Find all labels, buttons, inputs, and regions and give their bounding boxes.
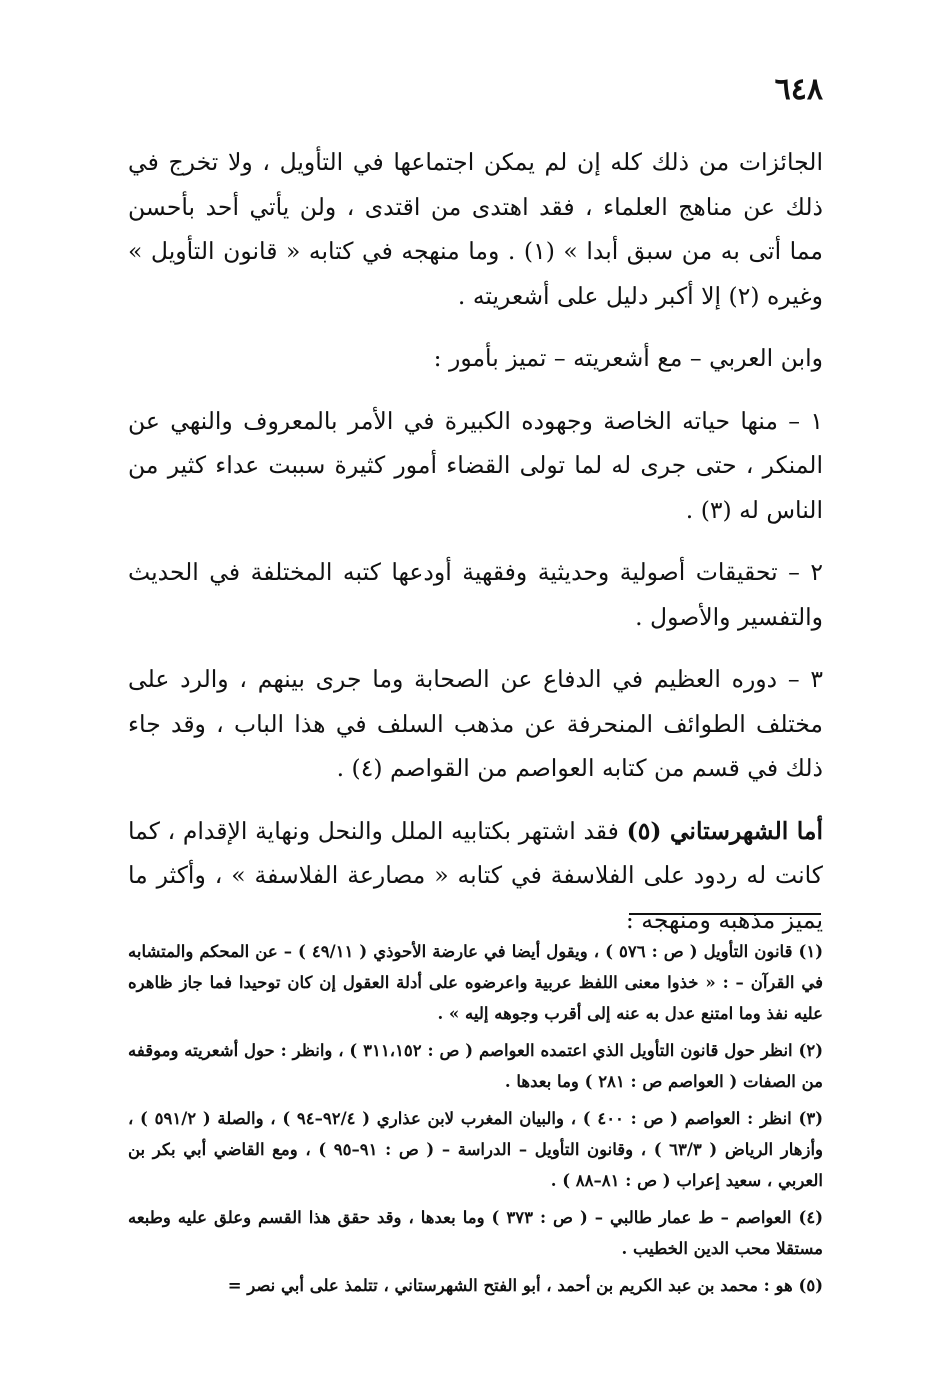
footnote-4: (٤) العواصم – ط عمار طالبي – ( ص : ٣٧٣ ) وما بعدها ، وقد حقق هذا القسم وعلق عليه وطبعه مستقلا محب الدين الخطيب .	[128, 1208, 823, 1258]
footnotes	[128, 936, 823, 1307]
footnote-separator	[629, 913, 821, 915]
paragraph-4: ٢ – تحقيقات أصولية وحديثية وفقهية أودعها كتبه المختلفة في الحديث والتفسير والأصول .	[128, 558, 823, 631]
paragraph-6	[128, 809, 823, 943]
paragraph-2: وابن العربي – مع أشعريته – تميز بأمور :	[433, 344, 823, 372]
paragraph-3: ١ – منها حياته الخاصة وجهوده الكبيرة في الأمر بالمعروف والنهي عن المنكر ، حتى جرى له لما تولى القضاء أمور كثيرة سببت عداء كثير من الناس له (٣) .	[128, 406, 823, 524]
main-text	[128, 140, 823, 960]
paragraph-6-text: فقد اشتهر بكتابيه الملل والنحل ونهاية الإقدام ، كما كانت له ردود على الفلاسفة في كتابه « مصارعة الفلاسفة » ، وأكثر ما يميز مذهبه ومنهجه :	[128, 816, 823, 934]
paragraph-1: الجائزات من ذلك كله إن لم يمكن اجتماعها في التأويل ، ولا تخرج في ذلك عن مناهج العلماء ، فقد اهتدى من اقتدى ، ولن يأتي أحد بأحسن مما أتى به من سبق أبدا » (١) . وما منهجه في كتابه « قانون التأويل » وغيره (٢) إلا أكبر دليل على أشعريته .	[128, 148, 823, 310]
footnote-2: (٢) انظر حول قانون التأويل الذي اعتمده العواصم ( ص : ٣١١،١٥٢ ) ، وانظر : حول أشعريته وموقفه من الصفات ( العواصم ص : ٢٨١ ) وما بعدها .	[128, 1041, 823, 1091]
footnote-5: (٥) هو : محمد بن عبد الكريم بن أحمد ، أبو الفتح الشهرستاني ، تتلمذ على أبي نصر =	[227, 1276, 823, 1295]
paragraph-6-lead: أما الشهرستاني (٥)	[626, 816, 823, 845]
paragraph-5: ٣ – دوره العظيم في الدفاع عن الصحابة وما جرى بينهم ، والرد على مختلف الطوائف المنحرفة عن مذهب السلف في هذا الباب ، وقد جاء ذلك في قسم من كتابه العواصم من القواصم (٤) .	[128, 665, 823, 782]
footnote-1: (١) قانون التأويل ( ص : ٥٧٦ ) ، ويقول أيضا في عارضة الأحوذي ( ٤٩/١١ ) – عن المحكم والمتشابه في القرآن – : « خذوا معنى اللفظ عربية واعرضوه على أدلة العقول إن كان توحيدا فما جاز ظاهره عليه نفذ وما امتنع عدل به عنه إلى أقرب وجوهه إليه » .	[128, 942, 823, 1023]
footnote-3: (٣) انظر : العواصم ( ص : ٤٠٠ ) ، والبيان المغرب لابن عذاري ( ٩٢/٤–٩٤ ) ، والصلة ( ٥٩١/٢ ) ، وأزهار الرياض ( ٦٣/٣ ) ، وقانون التأويل – الدراسة – ( ص : ٩١–٩٥ ) ، ومع القاضي أبي بكر بن العربي ، سعيد إعراب ( ص : ٨١–٨٨ ) .	[128, 1109, 823, 1190]
page-number: ٦٤٨	[774, 72, 823, 107]
